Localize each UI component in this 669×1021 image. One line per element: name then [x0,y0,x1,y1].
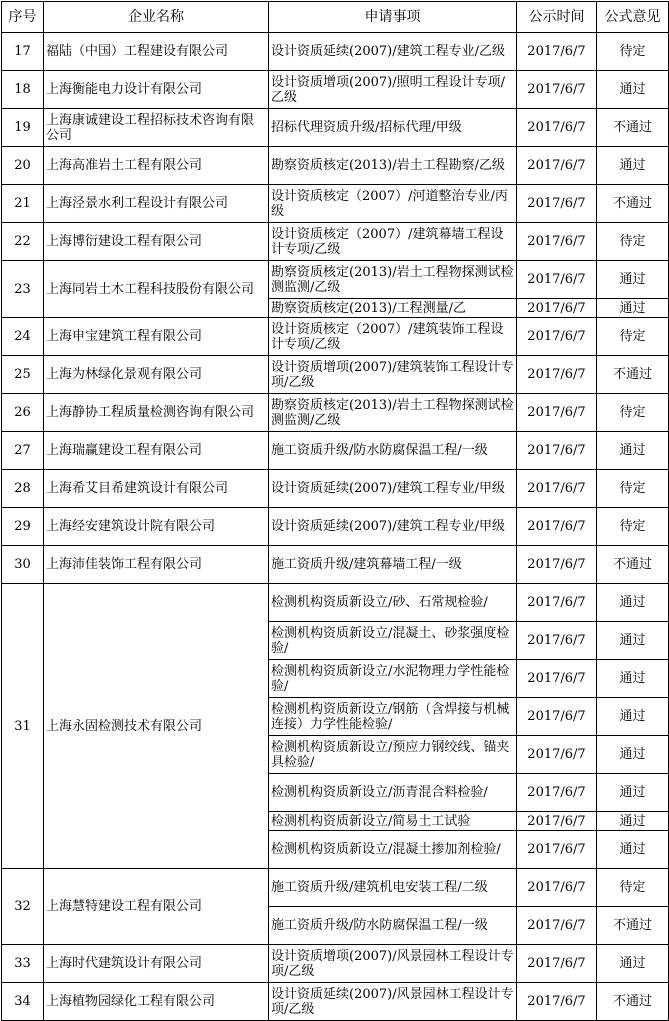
header-application-item: 申请事项 [269,2,517,33]
application-item [269,546,517,584]
opinion-result: 待定 [597,869,669,907]
row-index: 27 [2,432,44,470]
application-item-text: 设计资质延续(2007)/建筑工程专业/甲级 [271,481,505,496]
row-index: 24 [2,318,44,356]
header-index: 序号 [2,2,44,33]
table-row [2,546,669,584]
application-item-text: 勘察资质核定(2013)/岩土工程物探测试检测监测/乙级 [271,264,514,295]
application-item-text: 设计资质核定（2007）/建筑幕墙工程设计专项/乙级 [271,226,504,257]
company-name: 上海植物园绿化工程有限公司 [44,983,269,1021]
application-item [269,223,517,261]
publish-date: 2017/6/7 [517,584,597,622]
row-index: 32 [2,869,44,945]
opinion-result: 通过 [597,261,669,299]
publish-date: 2017/6/7 [517,299,597,318]
row-index: 28 [2,470,44,508]
row-index: 34 [2,983,44,1021]
opinion-result: 通过 [597,660,669,698]
application-item [269,508,517,546]
header-company-name: 企业名称 [44,2,269,33]
opinion-result: 不通过 [597,185,669,223]
table-row [2,983,669,1021]
application-item-text: 勘察资质核定(2013)/岩土工程勘察/乙级 [271,158,505,173]
opinion-result: 通过 [597,945,669,983]
table-row [2,261,669,299]
publish-date: 2017/6/7 [517,736,597,774]
opinion-result: 不通过 [597,907,669,945]
opinion-result: 待定 [597,33,669,71]
publish-date: 2017/6/7 [517,223,597,261]
publish-date: 2017/6/7 [517,185,597,223]
publish-date: 2017/6/7 [517,432,597,470]
application-item-text: 设计资质延续(2007)/风景园林工程设计专项/乙级 [271,986,514,1017]
application-item-text: 检测机构资质新设立/简易土工试验 [271,813,471,829]
opinion-result: 通过 [597,698,669,736]
company-name: 上海康诚建设工程招标技术咨询有限公司 [44,109,269,147]
application-item-text: 施工资质升级/建筑幕墙工程/一级 [271,557,462,572]
application-item-text: 设计资质核定（2007）/河道整治专业/丙级 [271,188,508,219]
application-item [269,869,517,907]
publish-date: 2017/6/7 [517,318,597,356]
opinion-result: 不通过 [597,546,669,584]
table-row [2,432,669,470]
table-row [2,470,669,508]
publish-date: 2017/6/7 [517,508,597,546]
company-name: 上海沛佳装饰工程有限公司 [44,546,269,584]
publish-date: 2017/6/7 [517,698,597,736]
opinion-result: 通过 [597,71,669,109]
company-name: 上海申宝建筑工程有限公司 [44,318,269,356]
row-index: 20 [2,147,44,185]
company-name: 上海为林绿化景观有限公司 [44,356,269,394]
application-item-text: 检测机构资质新设立/混凝土掺加剂检验/ [271,842,501,857]
opinion-result: 待定 [597,470,669,508]
application-item-text: 检测机构资质新设立/预应力钢绞线、锚夹具检验/ [271,739,510,770]
publish-date: 2017/6/7 [517,33,597,71]
publish-date: 2017/6/7 [517,71,597,109]
opinion-result: 通过 [597,622,669,660]
publish-date: 2017/6/7 [517,109,597,147]
application-item-text: 检测机构资质新设立/钢筋（含焊接与机械连接）力学性能检验/ [271,701,510,732]
company-name: 上海衡能电力设计有限公司 [44,71,269,109]
opinion-result: 通过 [597,147,669,185]
table-row [2,109,669,147]
application-item [269,812,517,831]
application-item-text: 检测机构资质新设立/水泥物理力学性能检验/ [271,663,510,694]
publish-date: 2017/6/7 [517,356,597,394]
application-item [269,736,517,774]
application-item [269,983,517,1021]
publish-date: 2017/6/7 [517,546,597,584]
application-item [269,584,517,622]
company-name: 上海高准岩土工程有限公司 [44,147,269,185]
application-item-text: 检测机构资质新设立/砂、石常规检验/ [271,595,488,610]
row-index: 29 [2,508,44,546]
company-name: 上海永固检测技术有限公司 [44,584,269,869]
table-row [2,223,669,261]
application-item-text: 设计资质延续(2007)/建筑工程专业/甲级 [271,519,505,534]
company-name: 上海希艾目希建筑设计有限公司 [44,470,269,508]
application-item-text: 设计资质增项(2007)/照明工程设计专项/乙级 [271,74,505,105]
application-item-text: 施工资质升级/防水防腐保温工程/一级 [271,918,488,933]
row-index: 25 [2,356,44,394]
application-item-text: 检测机构资质新设立/混凝土、砂浆强度检验/ [271,625,510,656]
header-publish-date: 公示时间 [517,2,597,33]
header-row [2,2,669,33]
application-item [269,147,517,185]
opinion-result: 通过 [597,812,669,831]
company-name: 上海博衍建设工程有限公司 [44,223,269,261]
application-item-text: 勘察资质核定(2013)/工程测量/乙 [271,300,466,316]
row-index: 26 [2,394,44,432]
header-opinion: 公式意见 [597,2,669,33]
publish-date: 2017/6/7 [517,147,597,185]
application-item [269,109,517,147]
application-item [269,774,517,812]
application-item-text: 设计资质延续(2007)/建筑工程专业/乙级 [271,44,505,59]
opinion-result: 不通过 [597,983,669,1021]
table-row [2,584,669,622]
application-item [269,71,517,109]
table-row [2,147,669,185]
application-item [269,299,517,318]
table-row [2,869,669,907]
row-index: 19 [2,109,44,147]
application-item-text: 招标代理资质升级/招标代理/甲级 [271,120,462,135]
table-row [2,33,669,71]
row-index: 17 [2,33,44,71]
opinion-result: 通过 [597,736,669,774]
opinion-result: 通过 [597,774,669,812]
application-item-text: 检测机构资质新设立/沥青混合料检验/ [271,785,488,800]
approval-table [1,1,669,1021]
row-index: 31 [2,584,44,869]
row-index: 33 [2,945,44,983]
application-item [269,356,517,394]
publish-date: 2017/6/7 [517,261,597,299]
opinion-result: 通过 [597,831,669,869]
application-item [269,261,517,299]
publish-date: 2017/6/7 [517,907,597,945]
table-body [2,33,669,1021]
table-row [2,394,669,432]
application-item [269,831,517,869]
publish-date: 2017/6/7 [517,945,597,983]
publish-date: 2017/6/7 [517,470,597,508]
opinion-result: 待定 [597,508,669,546]
publish-date: 2017/6/7 [517,812,597,831]
table-row [2,71,669,109]
application-item-text: 设计资质增项(2007)/建筑装饰工程设计专项/乙级 [271,359,514,390]
publish-date: 2017/6/7 [517,831,597,869]
company-name: 上海经安建筑设计院有限公司 [44,508,269,546]
application-item [269,33,517,71]
application-item [269,698,517,736]
company-name: 上海慧特建设工程有限公司 [44,869,269,945]
opinion-result: 不通过 [597,356,669,394]
opinion-result: 待定 [597,223,669,261]
application-item-text: 设计资质增项(2007)/风景园林工程设计专项/乙级 [271,948,514,979]
publish-date: 2017/6/7 [517,983,597,1021]
company-name: 上海瑞赢建设工程有限公司 [44,432,269,470]
application-item-text: 施工资质升级/防水防腐保温工程/一级 [271,443,488,458]
table-row [2,508,669,546]
application-item [269,185,517,223]
table-row [2,185,669,223]
publish-date: 2017/6/7 [517,622,597,660]
table-row [2,945,669,983]
application-item-text: 勘察资质核定(2013)/岩土工程物探测试检测监测/乙级 [271,397,514,428]
application-item [269,432,517,470]
opinion-result: 不通过 [597,109,669,147]
company-name: 福陆（中国）工程建设有限公司 [44,33,269,71]
publish-date: 2017/6/7 [517,394,597,432]
application-item-text: 设计资质核定（2007）/建筑装饰工程设计专项/乙级 [271,321,504,352]
publish-date: 2017/6/7 [517,869,597,907]
opinion-result: 待定 [597,318,669,356]
application-item [269,945,517,983]
publish-date: 2017/6/7 [517,774,597,812]
application-item [269,470,517,508]
row-index: 22 [2,223,44,261]
opinion-result: 通过 [597,299,669,318]
application-item [269,907,517,945]
company-name: 上海静协工程质量检测咨询有限公司 [44,394,269,432]
row-index: 21 [2,185,44,223]
application-item [269,318,517,356]
application-item-text: 施工资质升级/建筑机电安装工程/二级 [271,880,488,895]
application-item [269,660,517,698]
company-name: 上海时代建筑设计有限公司 [44,945,269,983]
opinion-result: 通过 [597,584,669,622]
application-item [269,622,517,660]
publish-date: 2017/6/7 [517,660,597,698]
row-index: 30 [2,546,44,584]
opinion-result: 待定 [597,394,669,432]
row-index: 18 [2,71,44,109]
row-index: 23 [2,261,44,318]
application-item [269,394,517,432]
table-row [2,356,669,394]
company-name: 上海泾景水利工程设计有限公司 [44,185,269,223]
opinion-result: 通过 [597,432,669,470]
table-row [2,318,669,356]
company-name: 上海同岩土木工程科技股份有限公司 [44,261,269,318]
